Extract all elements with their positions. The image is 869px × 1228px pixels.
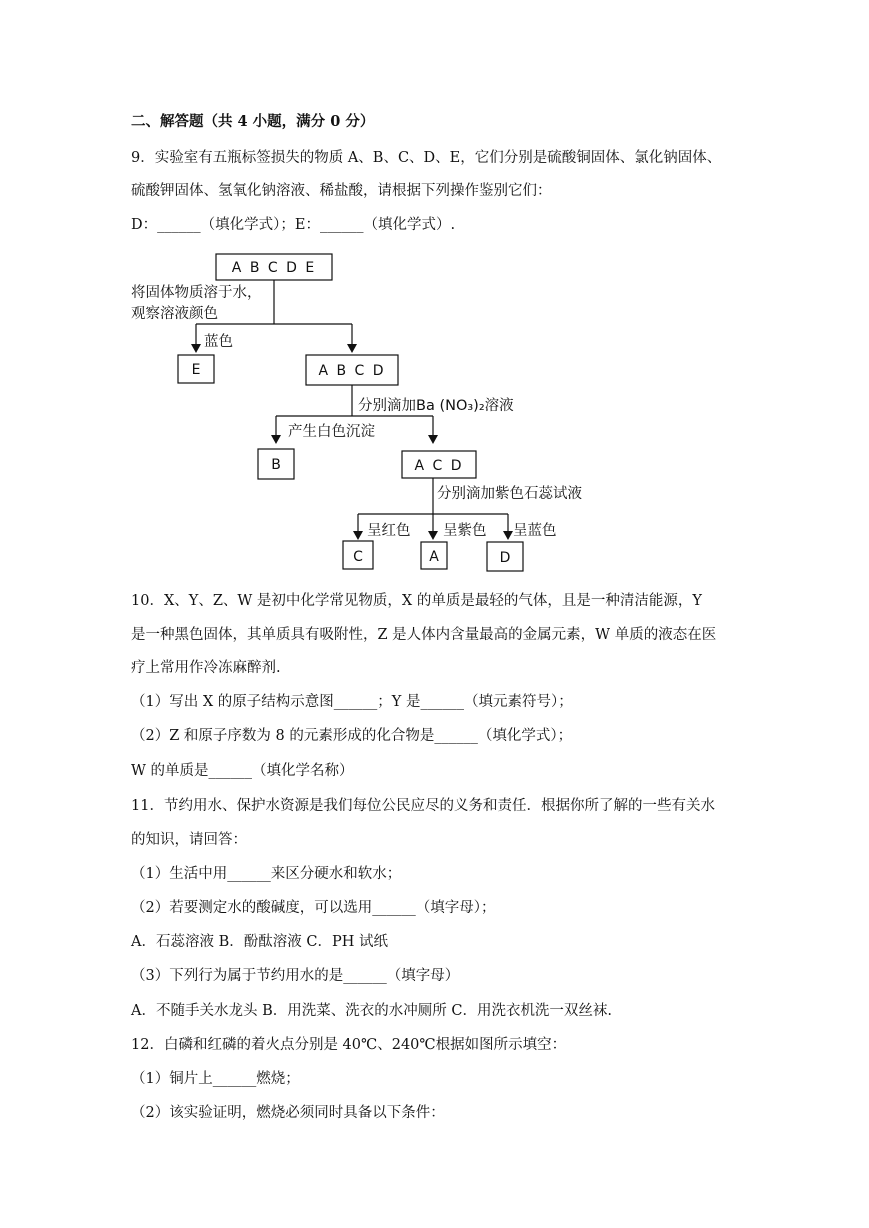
box-b-label: B xyxy=(271,457,281,473)
q10-sub-3: W 的单质是______（填化学名称） xyxy=(131,763,354,779)
box-acd-label: A C D xyxy=(414,458,464,474)
box-d-label: D xyxy=(499,550,511,566)
identification-flowchart xyxy=(0,0,869,600)
q12-sub-1: （1）铜片上______燃烧； xyxy=(131,1071,300,1087)
q10-sub-2: （2）Z 和原子序数为 8 的元素形成的化合物是______（填化学式）； xyxy=(131,728,573,744)
white-precipitate-label: 产生白色沉淀 xyxy=(288,424,375,440)
q9-line-3: D：______（填化学式）；E：______（填化学式）. xyxy=(131,217,456,233)
box-c-label: C xyxy=(353,549,363,565)
q11-sub-3: （3）下列行为属于节约用水的是______（填字母） xyxy=(131,968,460,984)
q11-line-2: 的知识，请回答： xyxy=(131,832,247,848)
box-abcd-label: A B C D xyxy=(318,363,386,379)
q9-line-2: 硫酸钾固体、氢氧化钠溶液、稀盐酸，请根据下列操作鉴别它们： xyxy=(131,183,552,199)
q10-line-2: 是一种黑色固体，其单质具有吸附性，Z 是人体内含量最高的金属元素，W 单质的液态在医 xyxy=(131,627,717,643)
blue-label: 蓝色 xyxy=(204,334,233,350)
box-e-label: E xyxy=(191,362,201,378)
q11-line-1: 11．节约用水、保护水资源是我们每位公民应尽的义务和责任．根据你所了解的一些有关水 xyxy=(131,798,715,814)
q10-sub-1: （1）写出 X 的原子结构示意图______；Y 是______（填元素符号）； xyxy=(131,694,573,710)
section-heading: 二、解答题（共 4 小题，满分 0 分） xyxy=(131,113,375,130)
q11-sub-2: （2）若要测定水的酸碱度，可以选用______（填字母）； xyxy=(131,900,496,916)
q12-line-1: 12．白磷和红磷的着火点分别是 40℃、240℃根据如图所示填空： xyxy=(131,1037,567,1053)
q11-options-3: A．不随手关水龙头 B．用洗菜、洗衣的水冲厕所 C．用洗衣机洗一双丝袜. xyxy=(131,1003,613,1019)
purple-label: 呈紫色 xyxy=(443,523,487,539)
step2-label: 分别滴加Ba (NO₃)₂溶液 xyxy=(358,398,514,414)
step1-label-line1: 将固体物质溶于水， xyxy=(131,285,262,301)
q12-sub-2: （2）该实验证明，燃烧必须同时具备以下条件： xyxy=(131,1105,445,1121)
red-label: 呈红色 xyxy=(367,523,411,539)
q11-options-2: A．石蕊溶液 B．酚酞溶液 C．PH 试纸 xyxy=(131,934,388,950)
q11-sub-1: （1）生活中用______来区分硬水和软水； xyxy=(131,866,402,882)
q9-line-1: 9．实验室有五瓶标签损失的物质 A、B、C、D、E，它们分别是硫酸铜固体、氯化钠固体、 xyxy=(131,150,722,166)
q10-line-3: 疗上常用作冷冻麻醉剂. xyxy=(131,660,281,676)
step1-label-line2: 观察溶液颜色 xyxy=(131,306,218,322)
q10-line-1: 10．X、Y、Z、W 是初中化学常见物质，X 的单质是最轻的气体，且是一种清洁能源，Y xyxy=(131,593,702,609)
bluish-label: 呈蓝色 xyxy=(513,523,557,539)
box-abcde-label: A B C D E xyxy=(231,260,317,276)
step3-label: 分别滴加紫色石蕊试液 xyxy=(437,486,582,502)
box-a-label: A xyxy=(429,549,439,565)
